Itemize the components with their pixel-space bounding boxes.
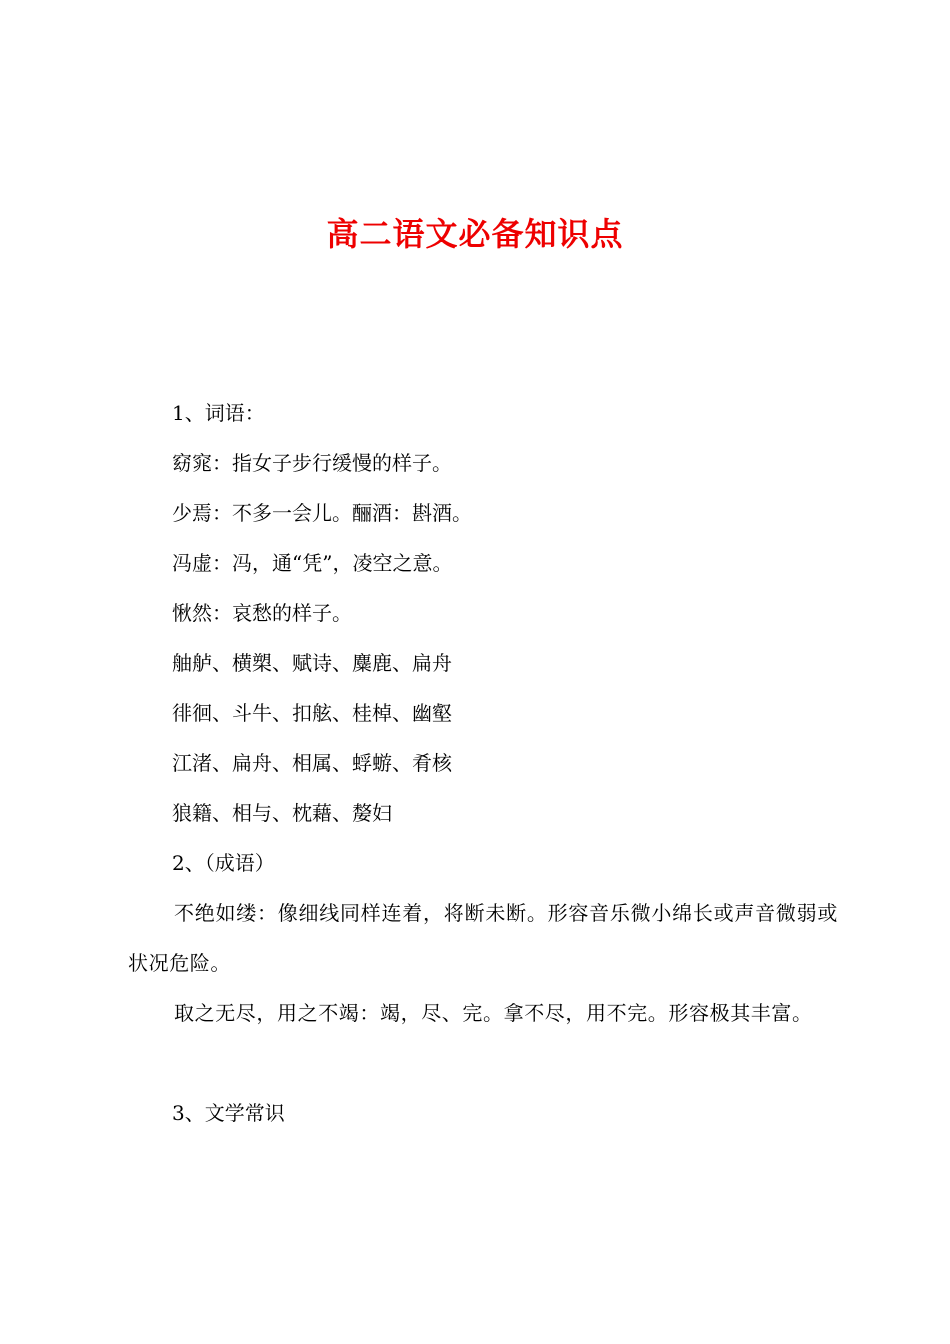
text-line: 江渚、扁舟、相属、蜉蝣、肴核: [172, 751, 452, 775]
section-heading-idioms: 2、（成语）: [172, 851, 275, 875]
text-line: 舳舻、横槊、赋诗、麋鹿、扁舟: [172, 651, 452, 675]
paragraph: 取之无尽，用之不竭：竭，尽、完。拿不尽，用不完。形容极其丰富。: [174, 1001, 813, 1025]
text-line: 窈窕：指女子步行缓慢的样子。: [172, 451, 452, 475]
text-line: 徘徊、斗牛、扣舷、桂棹、幽壑: [172, 701, 452, 725]
text-line: 狼籍、相与、枕藉、嫠妇: [172, 801, 392, 825]
text-line: 冯虚：冯，通“凭”，凌空之意。: [172, 551, 453, 575]
section-heading-vocabulary: 1、词语：: [172, 401, 265, 425]
page-title: 高二语文必备知识点: [326, 215, 624, 253]
paragraph: 不绝如缕：像细线同样连着，将断未断。形容音乐微小绵长或声音微弱或状况危险。: [128, 901, 838, 975]
text-line: 愀然：哀愁的样子。: [172, 601, 352, 625]
section-heading-literature: 3、文学常识: [172, 1101, 285, 1125]
text-line: 少焉：不多一会儿。酾酒：斟酒。: [172, 501, 472, 525]
